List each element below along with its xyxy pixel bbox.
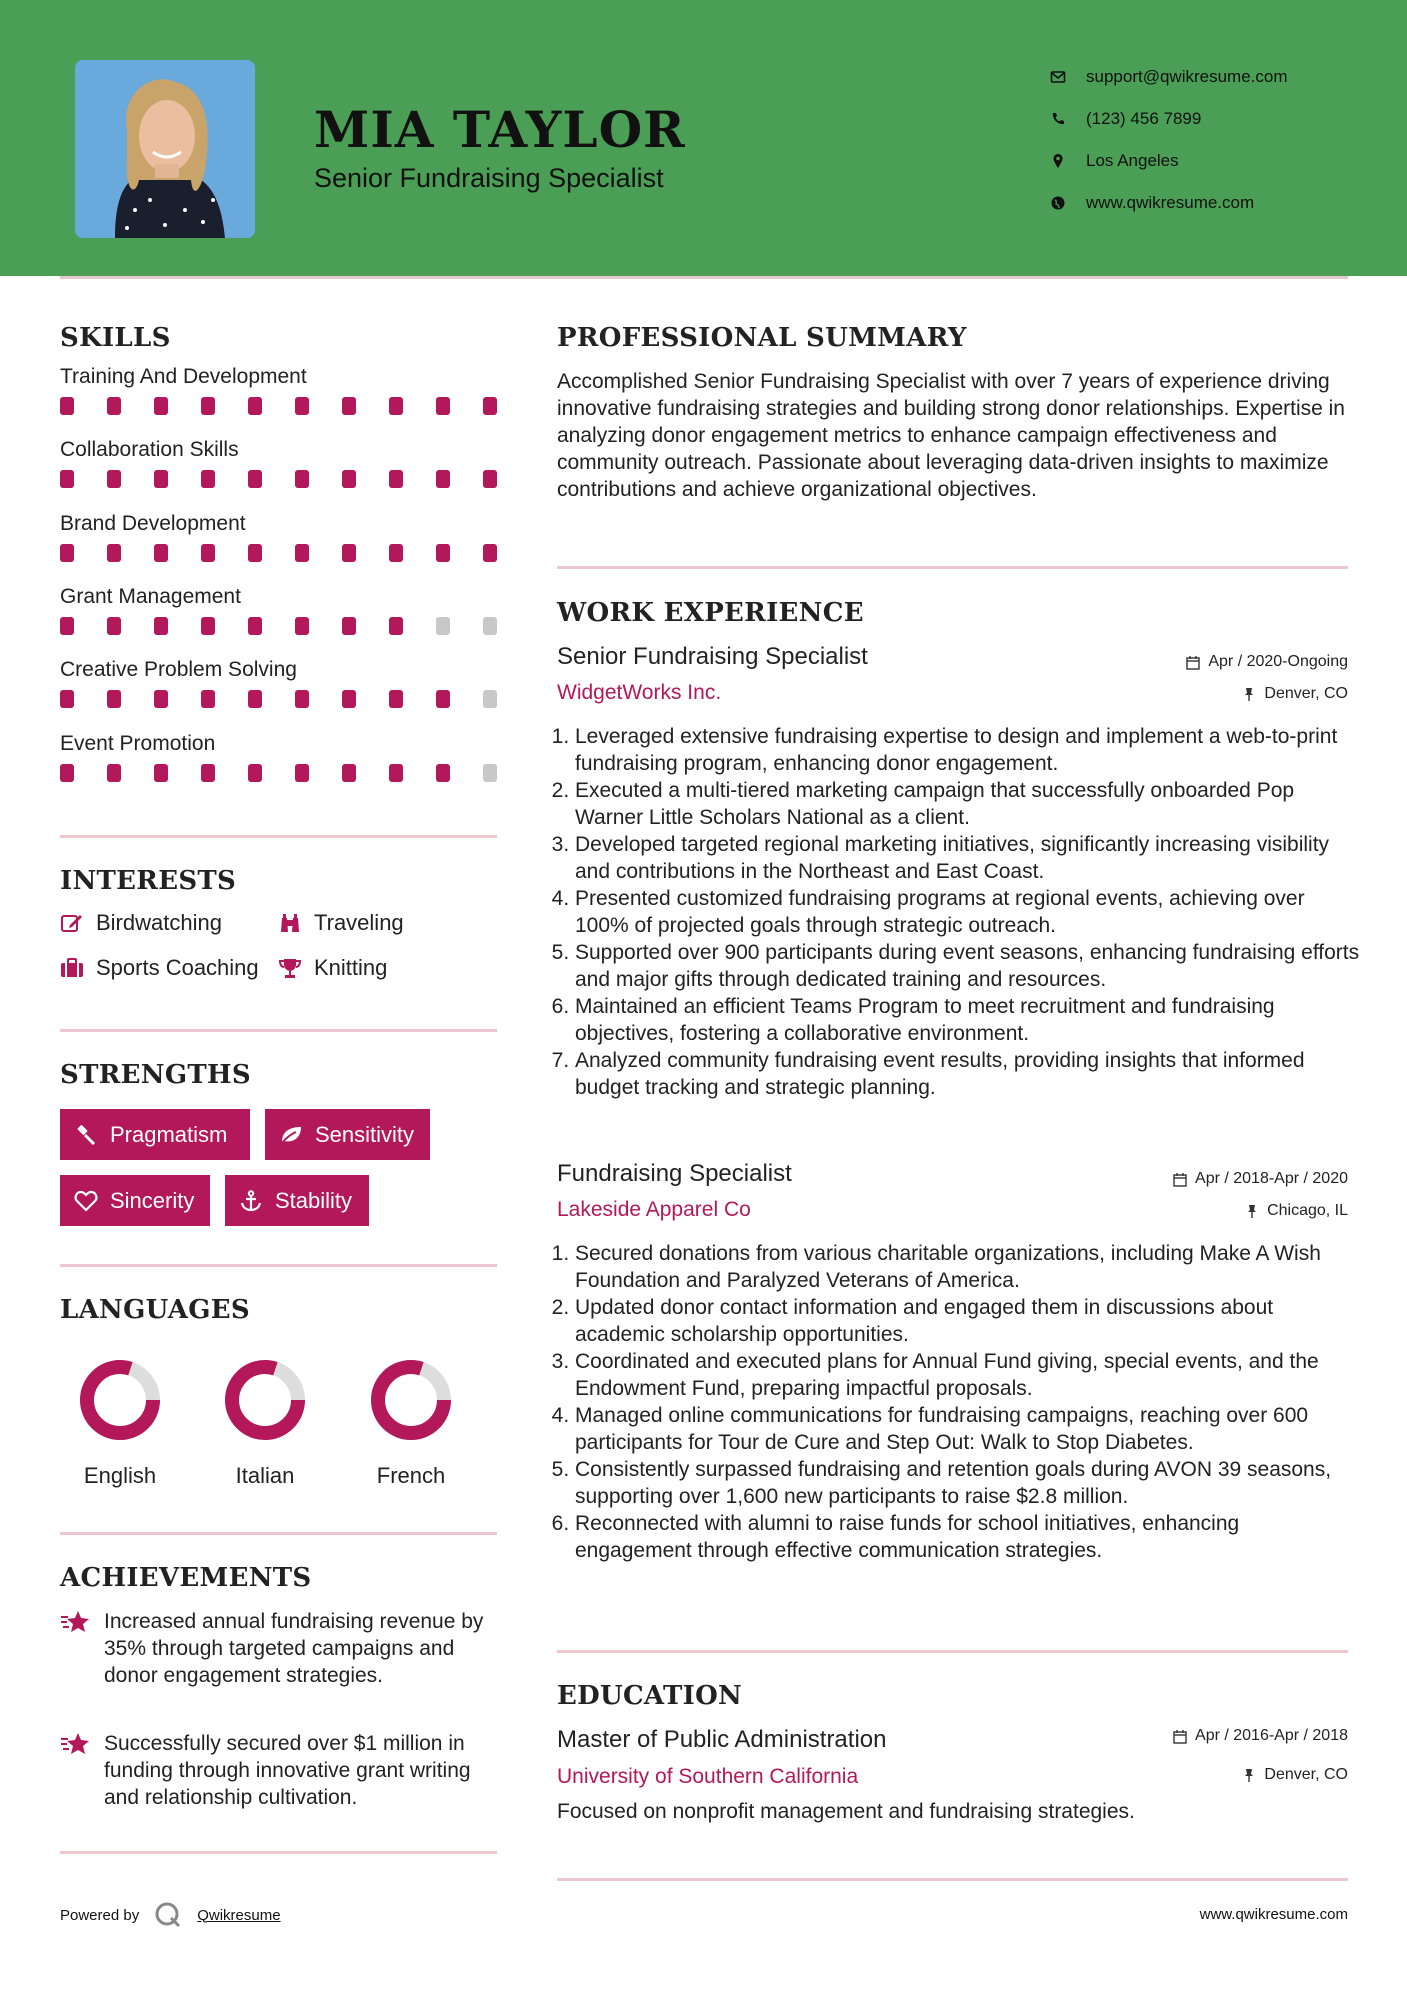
section-divider (557, 1650, 1348, 1653)
rating-dot-filled (389, 764, 403, 782)
achievement-text: Successfully secured over $1 million in funding through innovative grant writing and relationship cultivation. (104, 1732, 471, 1809)
heart-icon (74, 1190, 98, 1212)
section-divider (60, 1851, 497, 1854)
bullet-number: 6. (551, 1512, 575, 1535)
rating-dot-filled (248, 397, 262, 415)
experience-heading: WORK EXPERIENCE (557, 598, 864, 628)
section-divider (60, 1532, 497, 1535)
achievements-heading: ACHIEVEMENTS (60, 1563, 312, 1593)
job-dates (1186, 653, 1348, 671)
language-label: Italian (235, 1463, 295, 1488)
bullet-number: 1. (551, 1242, 575, 1265)
rating-dot-filled (342, 544, 356, 562)
rating-dot-filled (201, 617, 215, 635)
skill-item (60, 512, 500, 566)
bullet-number: 6. (551, 995, 575, 1018)
bullet-number: 5. (551, 1458, 575, 1481)
rating-dot-filled (389, 690, 403, 708)
strength-label: Stability (275, 1187, 353, 1213)
rating-dot-filled (295, 470, 309, 488)
rating-dot-filled (107, 470, 121, 488)
envelope-icon (1050, 69, 1066, 85)
rating-dot-filled (248, 617, 262, 635)
job-bullets (551, 1240, 1361, 1564)
school-name: University of Southern California (557, 1765, 859, 1788)
rating-dot-filled (389, 470, 403, 488)
languages-heading: LANGUAGES (60, 1295, 250, 1325)
pin-icon (1242, 687, 1256, 702)
bullet-number: 1. (551, 725, 575, 748)
contact-website-text: www.qwikresume.com (1086, 193, 1255, 212)
rating-dot-filled (60, 470, 74, 488)
section-divider (60, 1264, 497, 1267)
section-divider (60, 835, 497, 838)
bullet-text: Developed targeted regional marketing initiatives, significantly increasing visibility and contributions in the Northeast and East Coast. (575, 833, 1330, 883)
contact-location-text: Los Angeles (1086, 151, 1179, 170)
rating-dot-empty (483, 690, 497, 708)
star-icon (60, 1730, 92, 1758)
contact-website[interactable] (1050, 182, 1380, 224)
rating-dot-filled (201, 470, 215, 488)
bullet-text: Reconnected with alumni to raise funds for school initiatives, enhancing engagement through effective communication strategies. (575, 1512, 1240, 1562)
skill-rating (60, 397, 500, 419)
strength-label: Pragmatism (110, 1121, 228, 1147)
bullet-number: 2. (551, 1296, 575, 1319)
rating-dot-filled (154, 470, 168, 488)
bullet-text: Supported over 900 participants during event seasons, enhancing fundraising efforts and major gifts through dedicated training and resources. (575, 941, 1360, 991)
contact-email-text: support@qwikresume.com (1086, 67, 1288, 86)
language-item (356, 1357, 466, 1489)
qwikresume-link[interactable]: Qwikresume (197, 1906, 281, 1924)
skill-name: Creative Problem Solving (60, 658, 297, 682)
bullet-text: Executed a multi-tiered marketing campaign that successfully onboarded Pop Warner Little Scholars National as a client. (575, 779, 1295, 829)
bullet-number: 4. (551, 887, 575, 910)
job-dates-text: Apr / 2018-Apr / 2020 (1195, 1170, 1348, 1187)
skill-rating (60, 544, 500, 566)
bullet-number: 4. (551, 1404, 575, 1427)
education-dates-text: Apr / 2016-Apr / 2018 (1195, 1727, 1348, 1744)
rating-dot-filled (389, 397, 403, 415)
language-item (210, 1357, 320, 1489)
strength-badge (60, 1109, 250, 1160)
rating-dot-filled (107, 764, 121, 782)
strengths-heading: STRENGTHS (60, 1060, 251, 1090)
rating-dot-filled (436, 544, 450, 562)
job-title: Fundraising Specialist (557, 1160, 792, 1187)
skill-name: Event Promotion (60, 731, 216, 755)
strength-label: Sensitivity (315, 1121, 415, 1147)
strength-label: Sincerity (110, 1187, 195, 1213)
rating-dot-filled (201, 397, 215, 415)
rating-dot-filled (248, 764, 262, 782)
skill-rating (60, 617, 500, 639)
bullet-number: 3. (551, 1350, 575, 1373)
skill-name: Brand Development (60, 511, 246, 535)
qwikresume-logo-icon (153, 1900, 183, 1930)
skill-item (60, 365, 500, 419)
binoculars-icon (278, 912, 302, 934)
skill-item (60, 585, 500, 639)
star-icon (60, 1608, 92, 1636)
rating-dot-filled (436, 764, 450, 782)
education-heading: EDUCATION (557, 1681, 743, 1711)
rating-dot-filled (436, 690, 450, 708)
rating-dot-empty (483, 617, 497, 635)
powered-by-text: Powered by (60, 1906, 140, 1924)
rating-dot-filled (389, 544, 403, 562)
skill-item (60, 732, 500, 786)
rating-dot-filled (342, 690, 356, 708)
strength-badge (225, 1175, 369, 1226)
rating-dot-filled (389, 617, 403, 635)
rating-dot-filled (107, 617, 121, 635)
footer-url[interactable]: www.qwikresume.com (1199, 1906, 1348, 1923)
bullet-number: 3. (551, 833, 575, 856)
rating-dot-empty (483, 764, 497, 782)
language-item (65, 1357, 175, 1489)
job-bullet (551, 939, 1361, 993)
job-bullet (551, 1402, 1361, 1456)
bullet-text: Coordinated and executed plans for Annual Fund giving, special events, and the Endowment Fund, preparing impactful proposals. (575, 1350, 1319, 1400)
summary-heading: PROFESSIONAL SUMMARY (557, 323, 967, 353)
language-label: French (376, 1463, 446, 1488)
bullet-text: Updated donor contact information and engaged them in discussions about academic scholarship opportunities. (575, 1296, 1274, 1346)
language-ring (222, 1357, 308, 1443)
language-ring (368, 1357, 454, 1443)
interests-heading: INTERESTS (60, 866, 237, 896)
rating-dot-filled (342, 397, 356, 415)
rating-dot-filled (60, 617, 74, 635)
job-dates (1173, 1170, 1348, 1188)
job-bullet (551, 831, 1361, 885)
achievement-text: Increased annual fundraising revenue by 35% through targeted campaigns and donor engagement strategies. (104, 1610, 484, 1687)
achievement-item (60, 1608, 500, 1689)
company-name: Lakeside Apparel Co (557, 1198, 751, 1221)
skills-heading: SKILLS (60, 323, 171, 353)
bullet-text: Leveraged extensive fundraising expertise to design and implement a web-to-print fundraising program, enhancing donor engagement. (575, 725, 1338, 775)
skill-name: Collaboration Skills (60, 438, 239, 462)
rating-dot-filled (201, 690, 215, 708)
globe-icon (1050, 195, 1066, 211)
bullet-number: 7. (551, 1049, 575, 1072)
phone-icon (1050, 111, 1066, 127)
skill-name: Grant Management (60, 584, 241, 608)
rating-dot-filled (342, 764, 356, 782)
job-bullet (551, 993, 1361, 1047)
bullet-text: Maintained an efficient Teams Program to meet recruitment and fundraising objectives, fostering a collaborative environment. (575, 995, 1275, 1045)
job-bullet (551, 1510, 1361, 1564)
education-description: Focused on nonprofit management and fundraising strategies. (557, 1800, 1135, 1823)
job-bullet (551, 1294, 1361, 1348)
bullet-text: Analyzed community fundraising event results, providing insights that informed budget tracking and strategic planning. (575, 1049, 1305, 1099)
rating-dot-filled (295, 690, 309, 708)
job-bullet (551, 885, 1361, 939)
achievement-item (60, 1730, 500, 1811)
bullet-number: 2. (551, 779, 575, 802)
map-pin-icon (1050, 153, 1066, 169)
rating-dot-filled (154, 397, 168, 415)
skill-item (60, 658, 500, 712)
candidate-name: MIA TAYLOR (314, 100, 686, 159)
gavel-icon (74, 1124, 98, 1146)
leaf-icon (279, 1124, 303, 1146)
rating-dot-filled (436, 470, 450, 488)
job-location-text: Denver, CO (1264, 685, 1348, 702)
calendar-icon (1173, 1729, 1187, 1744)
summary-text: Accomplished Senior Fundraising Specialist with over 7 years of experience driving innovative fundraising strategies and building strong donor relationships. Expertise in analyzing donor engagement metrics to enhance campaign effectiveness and community outreach. Passionate about leveraging data-driven insights to maximize contributions and achieve organizational objectives. (557, 370, 1345, 501)
company-name: WidgetWorks Inc. (557, 681, 722, 704)
interest-label: Knitting (314, 955, 388, 980)
interest-label: Birdwatching (96, 910, 222, 935)
interest-label: Sports Coaching (96, 955, 259, 980)
rating-dot-filled (342, 470, 356, 488)
interest-item (278, 910, 404, 936)
rating-dot-filled (154, 617, 168, 635)
contact-list (1050, 56, 1380, 224)
briefcase-icon (60, 957, 84, 979)
section-divider (60, 1029, 497, 1032)
rating-dot-filled (107, 690, 121, 708)
rating-dot-filled (436, 397, 450, 415)
bullet-text: Consistently surpassed fundraising and retention goals during AVON 39 seasons, supporting over 1,600 new participants to raise $2.8 million. (575, 1458, 1332, 1508)
rating-dot-filled (248, 470, 262, 488)
job-location (1245, 1202, 1348, 1220)
skill-rating (60, 690, 500, 712)
job-bullet (551, 1348, 1361, 1402)
rating-dot-filled (154, 764, 168, 782)
rating-dot-filled (483, 397, 497, 415)
contact-phone-text: (123) 456 7899 (1086, 109, 1202, 128)
rating-dot-filled (107, 397, 121, 415)
interest-item (60, 910, 222, 936)
footer-powered-by (60, 1900, 281, 1930)
anchor-icon (239, 1190, 263, 1212)
job-bullet (551, 777, 1361, 831)
rating-dot-filled (295, 617, 309, 635)
contact-location (1050, 140, 1380, 182)
education-location-text: Denver, CO (1264, 1766, 1348, 1783)
rating-dot-filled (60, 544, 74, 562)
job-dates-text: Apr / 2020-Ongoing (1208, 653, 1348, 670)
language-label: English (83, 1463, 157, 1488)
skill-rating (60, 764, 500, 786)
rating-dot-filled (201, 764, 215, 782)
job-location (1242, 685, 1348, 703)
strength-badge (265, 1109, 430, 1160)
trophy-icon (278, 957, 302, 979)
strength-badge (60, 1175, 210, 1226)
rating-dot-filled (248, 690, 262, 708)
section-divider (557, 566, 1348, 569)
job-bullets (551, 723, 1361, 1101)
job-title: Senior Fundraising Specialist (557, 643, 868, 670)
interest-item (60, 955, 259, 981)
rating-dot-empty (436, 617, 450, 635)
bullet-number: 5. (551, 941, 575, 964)
rating-dot-filled (60, 764, 74, 782)
rating-dot-filled (483, 470, 497, 488)
interest-label: Traveling (314, 910, 404, 935)
rating-dot-filled (201, 544, 215, 562)
rating-dot-filled (107, 544, 121, 562)
candidate-title: Senior Fundraising Specialist (314, 163, 664, 193)
contact-email[interactable] (1050, 56, 1380, 98)
pin-icon (1242, 1768, 1256, 1783)
skill-item (60, 438, 500, 492)
education-dates (1173, 1727, 1348, 1745)
job-bullet (551, 723, 1361, 777)
skill-rating (60, 470, 500, 492)
pin-icon (1245, 1204, 1259, 1219)
contact-phone[interactable] (1050, 98, 1380, 140)
pencil-icon (60, 912, 84, 934)
header-divider (60, 276, 1348, 279)
bullet-text: Secured donations from various charitable organizations, including Make A Wish Foundation and Paralyzed Veterans of America. (575, 1242, 1321, 1292)
rating-dot-filled (342, 617, 356, 635)
job-location-text: Chicago, IL (1267, 1202, 1348, 1219)
job-bullet (551, 1456, 1361, 1510)
rating-dot-filled (154, 544, 168, 562)
rating-dot-filled (60, 690, 74, 708)
profile-photo (75, 60, 255, 238)
job-bullet (551, 1047, 1361, 1101)
bullet-text: Managed online communications for fundraising campaigns, reaching over 600 participants for Tour de Cure and Step Out: Walk to Stop Diabetes. (575, 1404, 1309, 1454)
section-divider (557, 1878, 1348, 1881)
language-ring (77, 1357, 163, 1443)
interest-item (278, 955, 387, 981)
skill-name: Training And Development (60, 365, 307, 388)
calendar-icon (1186, 655, 1200, 670)
header-banner (0, 0, 1407, 276)
rating-dot-filled (295, 544, 309, 562)
rating-dot-filled (154, 690, 168, 708)
degree-title: Master of Public Administration (557, 1726, 887, 1753)
rating-dot-filled (483, 544, 497, 562)
rating-dot-filled (295, 397, 309, 415)
job-bullet (551, 1240, 1361, 1294)
bullet-text: Presented customized fundraising programs at regional events, achieving over 100% of projected goals through strategic outreach. (575, 887, 1305, 937)
education-location (1242, 1766, 1348, 1784)
rating-dot-filled (60, 397, 74, 415)
rating-dot-filled (295, 764, 309, 782)
calendar-icon (1173, 1172, 1187, 1187)
rating-dot-filled (248, 544, 262, 562)
